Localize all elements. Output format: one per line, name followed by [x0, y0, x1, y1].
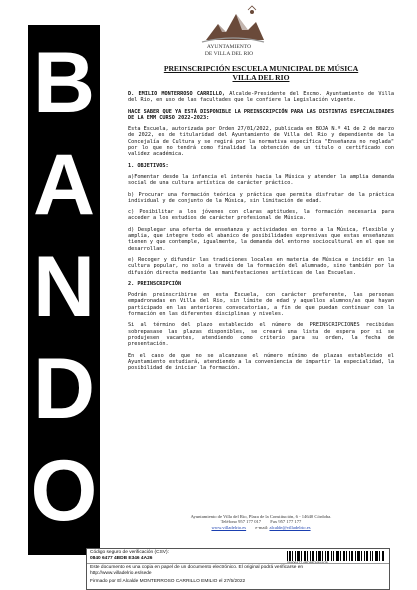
intro-paragraph: [128, 91, 394, 104]
objective-item: e) Recoger y difundir las tradiciones locales en materia de Música e incidir en la cultura popular, no solo a través de la formación del alumnado, sino también por la difusión directa mediante las manifestaciones artísticas de las Escuelas.: [128, 256, 394, 276]
logo-line: DE VILLA DEL RIO: [204, 50, 254, 57]
csv-code: 0840 6477 4BDB E346 4A26: [90, 556, 153, 561]
objective-item: c) Posibilitar a los jóvenes con claras aptitudes, la formación necesaria para acceder a los estudios de carácter profesional de Música.: [128, 209, 394, 222]
preinscription-paragraph: En el caso de que no se alcanzase el número mínimo de plazas establecido el Ayuntamiento estudiará, atendiendo a la conveniencia de impartir la especialidad, la posibilidad de iniciar la formación.: [128, 352, 394, 372]
logo-line: AYUNTAMIENTO: [206, 44, 252, 50]
page-footer: [128, 514, 394, 530]
section-heading: 1. OBJETIVOS:: [128, 162, 169, 169]
objective-item: a)Fomentar desde la infancia el interés hacia la Música y atender la amplia demanda social de una cultura artística de carácter práctico.: [128, 173, 394, 187]
footer-address: Ayuntamiento de Villa del Rio, Plaza de la Constitución, 6 - 14640 Córdoba.: [190, 514, 332, 519]
bando-body: [128, 64, 394, 376]
body-paragraph: Esta Escuela, autorizada por Orden 27/01/2022, publicada en BOJA N.º 41 de 2 de marzo de 2022, es de titularidad del Ayuntamiento de Villa del Rio y dependiente de la Concejalía de Cultura y se regirá por la normativa específica "Enseñanza no reglada" por lo que no tendrá como finalidad la obtención de un título o certificado con validez académica.: [128, 126, 394, 158]
verification-box: [86, 548, 390, 590]
copy-note-text: Este documento es una copia en papel de un documento electrónico. El original podrá verificarse en: [90, 565, 304, 570]
preinscription-paragraph: Podrán preinscribirse en esta Escuela, con carácter preferente, las personas empadronadas en Villa del Rio, sin límite de edad y aquellos alumnos/as que hayan participado en las anteriores convocatorias, a fin de que puedan continuar con la formación en las diferentes disciplinas y niveles.: [128, 292, 394, 318]
csv-label: Código seguro de verificación (CSV):: [90, 550, 169, 555]
bando-letter: B: [32, 35, 96, 131]
announcement: HACE SABER QUE YA ESTÁ DISPONIBLE LA PREINSCRIPCIÓN PARA LAS DISTINTAS ESPECIALIDADES DE LA EMM CURSO 2022-2023:: [128, 108, 394, 121]
bando-letter: D: [32, 341, 96, 437]
objective-item: b) Procurar una formación teórica y práctica que permita disfrutar de la práctica individual y de conjunto de la Música, sin limitación de edad.: [128, 191, 394, 204]
barcode-id: 08406477 4BDBE3464A26: [287, 561, 328, 565]
website-link[interactable]: www.villadelrio.es: [211, 524, 247, 530]
objective-item: d) Desplegar una oferta de enseñanza y actividades en torno a la Música, flexible y amplia, que integre todo el abanico de posibilidades expresivas que estas enseñanzas tienen y que contemple, igualmente, la demanda del entorno sociocultural en el que se desarrollan.: [128, 226, 394, 252]
municipal-logo: [198, 4, 268, 48]
barcode-icon: [287, 551, 385, 561]
preinscription-paragraph: Si al término del plazo establecido el número de PREINSCRIPCIONES recibidas sobrepasase las plazas disponibles, se creará una lista de espera por si se produjesen vacantes, atendiendo como criterio para su orden, la fecha de presentación.: [128, 322, 394, 348]
footer-phone: Teléfono 957 177 017: [220, 519, 262, 525]
section-heading: 2. PREINSCRIPCIÓN: [128, 280, 182, 287]
bando-letter: N: [32, 239, 96, 335]
footer-links: [128, 525, 394, 530]
verification-url[interactable]: http://www.villadelrio.es/sede: [90, 571, 152, 576]
title-line: PREINSCRIPCIÓN ESCUELA MUNICIPAL DE MÚSICA: [163, 64, 359, 73]
bando-letter: O: [30, 443, 98, 539]
email-link[interactable]: alcalde@villadelrio.es: [269, 524, 311, 530]
bando-letter: A: [32, 137, 96, 233]
intro-text: Alcalde-Presidente del Excmo. Ayuntamiento de Villa del Rio, en uso de las facultades que le confiere la Legislación vigente.: [128, 91, 394, 104]
title-line: VILLA DEL RIO: [232, 73, 290, 82]
footer-fax: Fax 957 177 177: [270, 519, 302, 525]
mayor-name: D. EMILIO MONTERROSO CARRILLO,: [128, 91, 225, 97]
email-label: e-mail:: [255, 524, 269, 530]
box-divider: [87, 563, 389, 564]
logo-caption: [170, 44, 288, 57]
bando-banner: [28, 25, 100, 555]
signature-line: Firmado por El Alcalde MONTERROSO CARRILLO EMILIO el 27/5/2022: [90, 579, 246, 584]
document-title: [128, 64, 394, 82]
